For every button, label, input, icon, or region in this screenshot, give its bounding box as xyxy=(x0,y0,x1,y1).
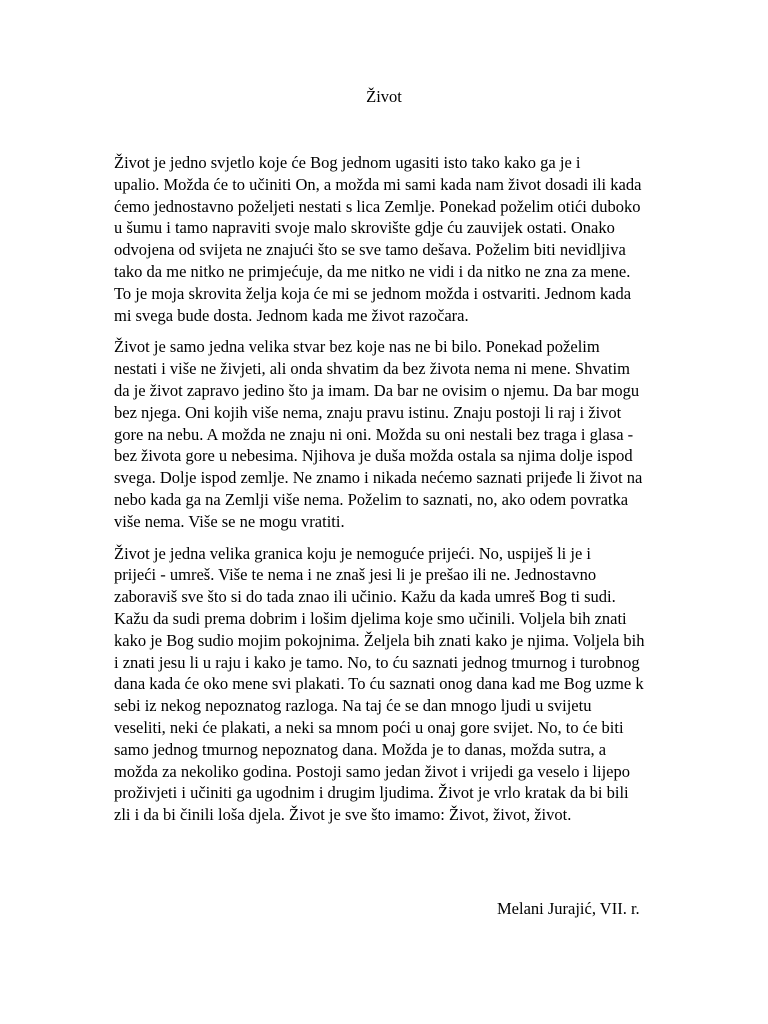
document-title: Život xyxy=(366,87,402,106)
text-line: prijeći - umreš. Više te nema i ne znaš jesi li je prešao ili ne. Jednostavno xyxy=(114,565,597,585)
document-body xyxy=(93,152,693,836)
text-line: kako je Bog sudio mojim pokojnima. Željela bih znati kako je njima. Voljela bih xyxy=(114,630,645,650)
text-line: sebi iz nekog nepoznatog razloga. Na taj će se dan mnogo ljudi u svijetu xyxy=(114,696,592,716)
text-line: bez njega. Oni kojih više nema, znaju pravu istinu. Znaju postoji li raj i život xyxy=(114,402,622,422)
text-line: upalio. Možda će to učiniti On, a možda mi sami kada nam život dosadi ili kada xyxy=(114,174,642,194)
text-line: proživjeti i učiniti ga ugodnim i drugim ljudima. Život je vrlo kratak da bi bili xyxy=(114,783,629,803)
text-line: Život je jedna velika granica koju je nemoguće prijeći. No, uspiješ li je i xyxy=(114,543,591,563)
text-line: ćemo jednostavno poželjeti nestati s lica Zemlje. Ponekad poželim otići duboko xyxy=(114,196,641,216)
text-line: bez života gore u nebesima. Njihova je duša možda ostala sa njima dolje ispod xyxy=(114,446,633,466)
text-line: tako da me nitko ne primjećuje, da me nitko ne vidi i da nitko ne zna za mene. xyxy=(114,261,631,281)
text-line: mi svega bude dosta. Jednom kada me život razočara. xyxy=(114,305,469,325)
text-line: možda za nekoliko godina. Postoji samo jedan život i vrijedi ga veselo i lijepo xyxy=(114,761,630,781)
text-line: da je život zapravo jedino što ja imam. Da bar ne ovisim o njemu. Da bar mogu xyxy=(114,380,640,400)
text-line: odvojena od svijeta ne znajući što se sve tamo dešava. Poželim biti nevidljiva xyxy=(114,240,626,260)
text-line: Život je jedno svjetlo koje će Bog jednom ugasiti isto tako kako ga je i xyxy=(114,153,581,172)
text-line: zli i da bi činili loša djela. Život je sve što imamo: Život, život, život. xyxy=(114,805,572,825)
text-line: više nema. Više se ne mogu vratiti. xyxy=(114,511,345,531)
text-line: gore na nebu. A možda ne znaju ni oni. Možda su oni nestali bez traga i glasa - xyxy=(114,424,634,444)
author-signature: Melani Jurajić, VII. r. xyxy=(497,899,640,918)
text-line: Život je samo jedna velika stvar bez koje nas ne bi bilo. Ponekad poželim xyxy=(114,337,600,357)
paragraph xyxy=(93,336,693,532)
text-line: nestati i više ne živjeti, ali onda shvatim da bez života nema ni mene. Shvatim xyxy=(114,359,630,379)
text-line: u šumu i tamo napraviti svoje malo skrovište gdje ću zauvijek ostati. Onako xyxy=(114,218,615,238)
text-line: To je moja skrovita želja koja će mi se jednom možda i ostvariti. Jednom kada xyxy=(114,283,632,303)
text-line: zaboraviš sve što si do tada znao ili učinio. Kažu da kada umreš Bog ti sudi. xyxy=(114,587,616,607)
text-line: veseliti, neki će plakati, a neki sa mnom poći u onaj gore svijet. No, to će biti xyxy=(114,717,624,737)
text-line: svega. Dolje ispod zemlje. Ne znamo i nikada nećemo saznati prijeđe li život na xyxy=(114,468,643,488)
text-line: dana kada će oko mene svi plakati. To ću saznati onog dana kad me Bog uzme k xyxy=(114,674,644,694)
text-line: i znati jesu li u raju i kako je tamo. No, to ću saznati jednog tmurnog i turobnog xyxy=(114,652,640,672)
paragraph xyxy=(93,543,693,826)
paragraph xyxy=(93,152,693,326)
text-line: Kažu da sudi prema dobrim i lošim djelima koje smo učinili. Voljela bih znati xyxy=(114,608,627,628)
text-line: nebo kada ga na Zemlji više nema. Poželim to saznati, no, ako odem povratka xyxy=(114,489,629,509)
text-line: samo jednog tmurnog nepoznatog dana. Možda je to danas, možda sutra, a xyxy=(114,739,607,759)
